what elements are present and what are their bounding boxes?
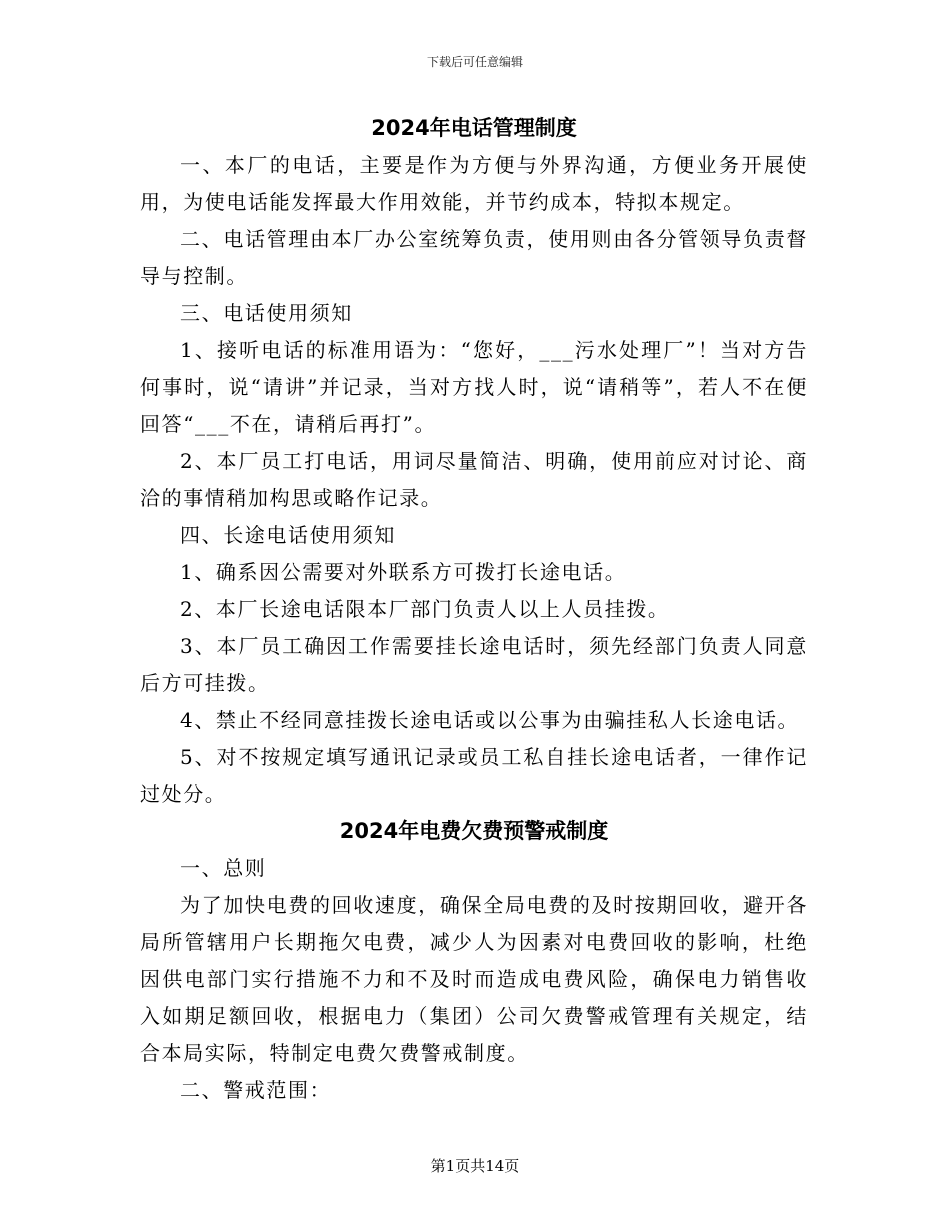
section-title-phone: 2024年电话管理制度 [371,116,577,140]
document-body [140,110,808,1109]
paragraph: 4、禁止不经同意挂拨长途电话或以公事为由骗挂私人长途电话。 [180,708,800,732]
paragraph: 一、本厂的电话，主要是作为方便与外界沟通，方便业务开展使用，为使电话能发挥最大作用效能，并节约成本，特拟本规定。 [140,153,808,214]
paragraph: 二、电话管理由本厂办公室统筹负责，使用则由各分管领导负责督导与控制。 [140,227,808,288]
paragraph: 2、本厂员工打电话，用词尽量简洁、明确，使用前应对讨论、商洽的事情稍加构思或略作记录。 [140,449,808,510]
paragraph: 一、总则 [180,856,267,880]
paragraph: 三、电话使用须知 [180,301,353,325]
paragraph: 5、对不按规定填写通讯记录或员工私自挂长途电话者，一律作记过处分。 [140,745,808,806]
paragraph: 3、本厂员工确因工作需要挂长途电话时，须先经部门负责人同意后方可挂拨。 [140,634,808,695]
paragraph: 2、本厂长途电话限本厂部门负责人以上人员挂拨。 [180,597,670,621]
paragraph: 为了加快电费的回收速度，确保全局电费的及时按期回收，避开各局所管辖用户长期拖欠电费，减少人为因素对电费回收的影响，杜绝因供电部门实行措施不力和不及时而造成电费风险，确保电力销售收入如期足额回收，根据电力（集团）公司欠费警戒管理有关规定，结合本局实际，特制定电费欠费警戒制度。 [140,893,808,1065]
paragraph: 二、警戒范围： [180,1078,332,1102]
section-title-electricity: 2024年电费欠费预警戒制度 [339,819,609,843]
paragraph: 1、确系因公需要对外联系方可拨打长途电话。 [180,560,627,584]
page-header: 下载后可任意编辑 [426,55,523,69]
paragraph: 1、接听电话的标准用语为：“您好，___污水处理厂”！当对方告何事时，说“请讲”并记录，当对方找人时，说“请稍等”，若人不在便回答“___不在，请稍后再打”。 [140,338,808,436]
paragraph: 四、长途电话使用须知 [180,523,396,547]
page-number: 第1页共14页 [430,1157,520,1175]
